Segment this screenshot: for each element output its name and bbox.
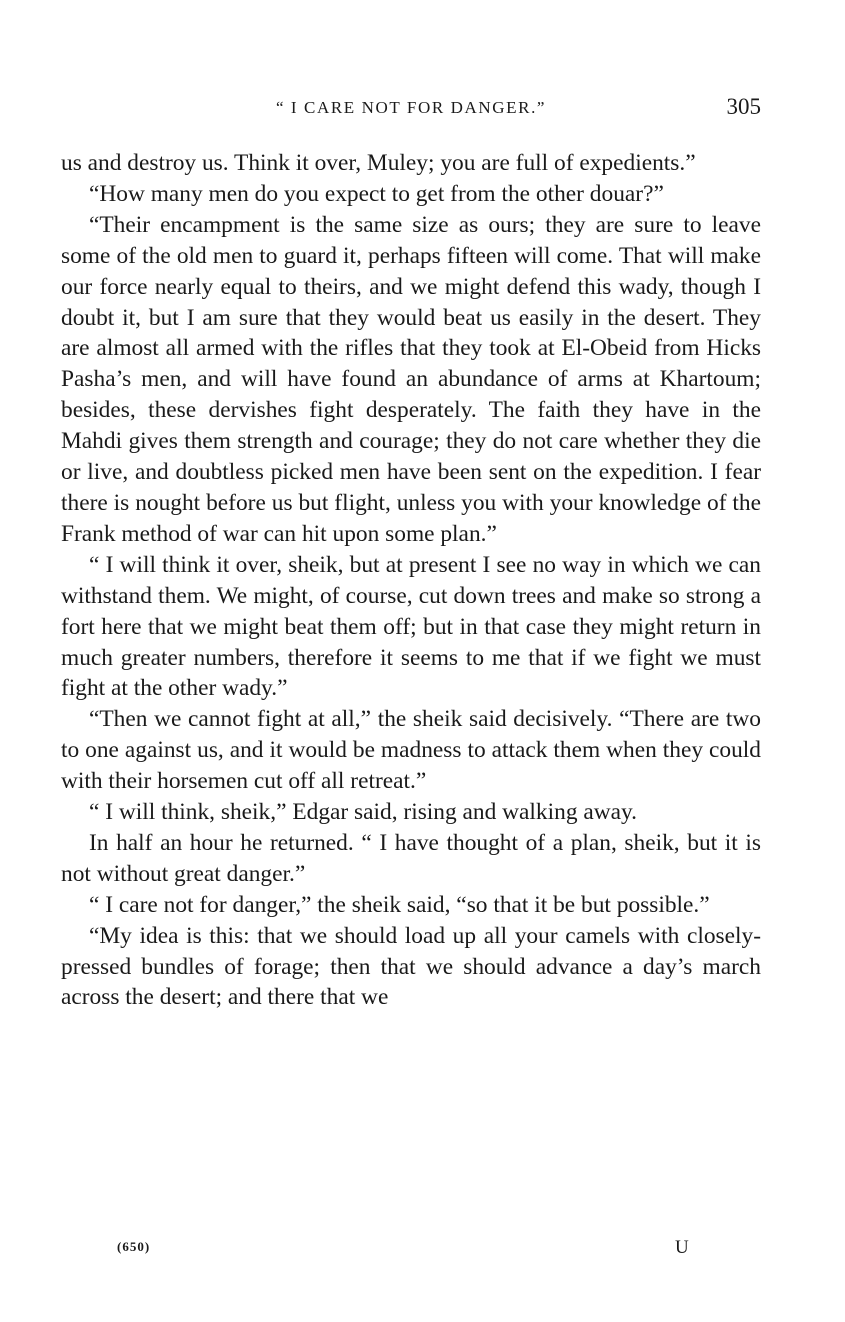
body-text: [61, 148, 761, 1013]
page-number: 305: [726, 94, 761, 119]
paragraph: “Then we cannot fight at all,” the sheik said decisively. “There are two to one against us, and it would be madness to attack them when they could with their horsemen cut off all retreat.”: [61, 706, 761, 795]
paragraph: “ I will think it over, sheik, but at present I see no way in which we can withstand them. We might, of course, cut down trees and make so strong a fort here that we might beat them off; but in that case they might return in much greater numbers, therefore it seems to me that if we fight we must fight at the other wady.”: [61, 551, 761, 702]
running-header: [61, 96, 761, 132]
paragraph: “Their encampment is the same size as ours; they are sure to leave some of the old men to guard it, perhaps fifteen will come. That will make our force nearly equal to theirs, and we might defend this wady, though I doubt it, but I am sure that they would beat us easily in the desert. They are almost all armed with the rifles that they took at El-Obeid from Hicks Pasha’s men, and will have found an abundance of arms at Khartoum; besides, these dervishes fight desperately. The faith they have in the Mahdi gives them strength and courage; they do not care whether they die or live, and doubtless picked men have been sent on the expedition. I fear there is nought before us but flight, unless you with your knowledge of the Frank method of war can hit upon some plan.”: [61, 211, 761, 547]
page-footer: [61, 1239, 761, 1263]
paragraph: “ I will think, sheik,” Edgar said, rising and walking away.: [89, 799, 638, 826]
footer-mark: U: [675, 1237, 689, 1258]
paragraph: “My idea is this: that we should load up all your camels with closely-pressed bundles of forage; then that we should advance a day’s march across the desert; and there that we: [61, 922, 761, 1011]
signature-mark: (650): [117, 1239, 151, 1254]
book-page: [61, 94, 761, 1011]
paragraph: “ I care not for danger,” the sheik said, “so that it be but possible.”: [89, 891, 710, 918]
running-title: “ I CARE NOT FOR DANGER.”: [275, 98, 547, 117]
paragraph: In half an hour he returned. “ I have thought of a plan, sheik, but it is not without great danger.”: [61, 829, 761, 887]
paragraph: “How many men do you expect to get from the other douar?”: [89, 180, 664, 207]
paragraph: us and destroy us. Think it over, Muley; you are full of expedients.”: [61, 150, 696, 176]
